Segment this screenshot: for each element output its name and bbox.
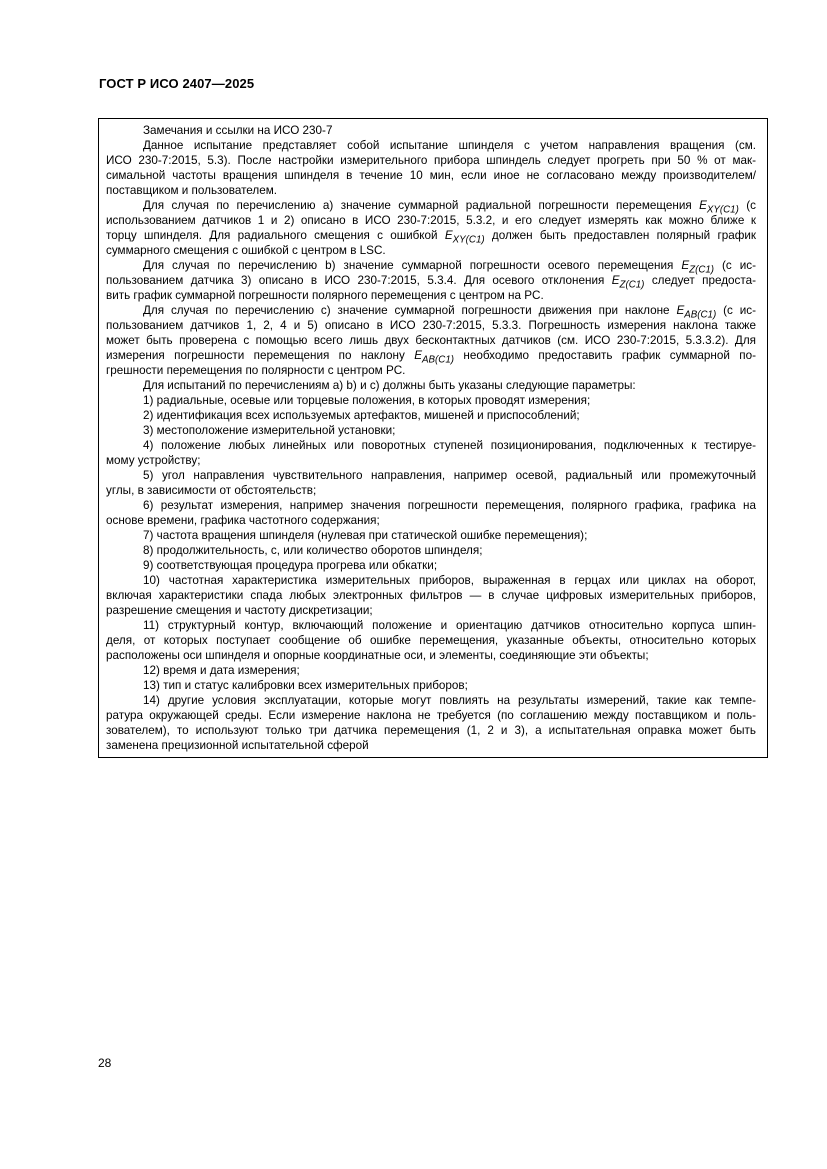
list-item: 3) местоположение измерительной установки; — [143, 424, 396, 437]
list-item: включая характеристики спада любых электронных фильтров — в случае цифровых измерительных приборов, — [106, 589, 756, 602]
list-item: 9) соответствующая процедура прогрева или обкатки; — [143, 559, 438, 572]
list-item: 12) время и дата измерения; — [143, 664, 300, 677]
p2-line: суммарного смещения с ошибкой с центром в LSC. — [106, 244, 386, 257]
list-item: расположены оси шпинделя и опорные координатные оси, и элементы, соединяющие эти объекты; — [106, 649, 649, 662]
p4-line: пользованием датчиков 1, 2, 4 и 5) описано в ИСО 230-7:2015, 5.3.3. Погрешность измерения наклона также — [106, 319, 756, 332]
list-item: ратура окружающей среды. Если измерение наклона не требуется (по соглашению между поставщиком и поль- — [106, 709, 756, 722]
p1-line: симальной частоты вращения шпинделя в течение 10 мин, если иное не согласовано между производителем/ — [106, 169, 756, 182]
list-item: углы, в зависимости от обстоятельств; — [106, 484, 317, 497]
p3-line: вить график суммарной погрешности полярного перемещения с центром на PC. — [106, 289, 544, 302]
p3-line: Для случая по перечислению b) значение суммарной погрешности осевого перемещения $E_{Z(C1)}$ (с ис- — [143, 259, 756, 276]
list-item: разрешение смещения и частоту дискретизации; — [106, 604, 373, 617]
p2-line: использованием датчиков 1 и 2) описано в ИСО 230-7:2015, 5.3.2, и его следует измерять как можно ближе к — [106, 214, 756, 227]
notes-title: Замечания и ссылки на ИСО 230-7 — [143, 124, 333, 137]
p2-line: Для случая по перечислению a) значение суммарной радиальной погрешности перемещения $E_{XY(C1)}$ (с — [143, 199, 757, 216]
list-item: 14) другие условия эксплуатации, которые могут повлиять на результаты измерений, такие как темпе- — [143, 694, 756, 707]
list-item: 10) частотная характеристика измерительных приборов, выраженная в герцах или циклах на оборот, — [143, 574, 756, 587]
list-item: 2) идентификация всех используемых артефактов, мишеней и приспособлений; — [143, 409, 580, 422]
p4-line: грешности перемещения по полярности с центром PC. — [106, 364, 406, 377]
list-item: 6) результат измерения, например значения погрешности перемещения, полярного графика, графика на — [143, 499, 756, 512]
list-item: зователем), то используют только три датчика перемещения (1, 2 и 3), а испытательная оправка может быть — [106, 724, 756, 737]
list-item: мому устройству; — [106, 454, 201, 467]
p1-line: ИСО 230-7:2015, 5.3). После настройки измерительного прибора шпиндель следует прогреть при 50 % от мак- — [106, 154, 756, 167]
p2-line: торцу шпинделя. Для радиального смещения с ошибкой $E_{XY(C1)}$ должен быть предоставлен полярный график — [106, 229, 756, 246]
p4-line: Для случая по перечислению c) значение суммарной погрешности движения при наклоне $E_{AB(C1)}$ (с ис- — [143, 304, 756, 321]
list-item: 8) продолжительность, с, или количество оборотов шпинделя; — [143, 544, 483, 557]
list-item: деля, от которых поступает сообщение об ошибке перемещения, указанные объекты, относительно которых — [106, 634, 756, 647]
list-item: заменена прецизионной испытательной сферой — [106, 739, 369, 752]
list-item: 5) угол направления чувствительного направления, например осевой, радиальный или промежуточный — [143, 469, 756, 482]
p4-line: измерения погрешности перемещения по наклону $E_{AB(C1)}$ необходимо предоставить график суммарной по- — [106, 349, 756, 366]
page-number: 28 — [98, 1056, 112, 1070]
p1-line: Данное испытание представляет собой испытание шпинделя с учетом направления вращения (см. — [143, 139, 756, 152]
p4-line: может быть проверена с помощью всего лишь двух бесконтактных датчиков (см. ИСО 230-7:2015, 5.3.3.2). Для — [106, 334, 756, 347]
list-item: 7) частота вращения шпинделя (нулевая при статической ошибке перемещения); — [143, 529, 588, 542]
list-item: 1) радиальные, осевые или торцевые положения, в которых проводят измерения; — [143, 394, 591, 407]
p3-line: пользованием датчика 3) описано в ИСО 230-7:2015, 5.3.4. Для осевого отклонения $E_{Z(C1)}$ следует предоста- — [106, 274, 756, 291]
list-item: основе времени, графика частотного содержания; — [106, 514, 380, 527]
params-intro: Для испытаний по перечислениям a) b) и c) должны быть указаны следующие параметры: — [143, 379, 636, 392]
list-item: 13) тип и статус калибровки всех измерительных приборов; — [143, 679, 468, 692]
list-item: 11) структурный контур, включающий положение и ориентацию датчиков относительно корпуса шпин- — [143, 619, 756, 632]
list-item: 4) положение любых линейных или поворотных ступеней позиционирования, подключенных к тестируе- — [143, 439, 756, 452]
document-header: ГОСТ Р ИСО 2407—2025 — [99, 76, 255, 91]
p1-line: поставщиком и пользователем. — [106, 184, 278, 197]
